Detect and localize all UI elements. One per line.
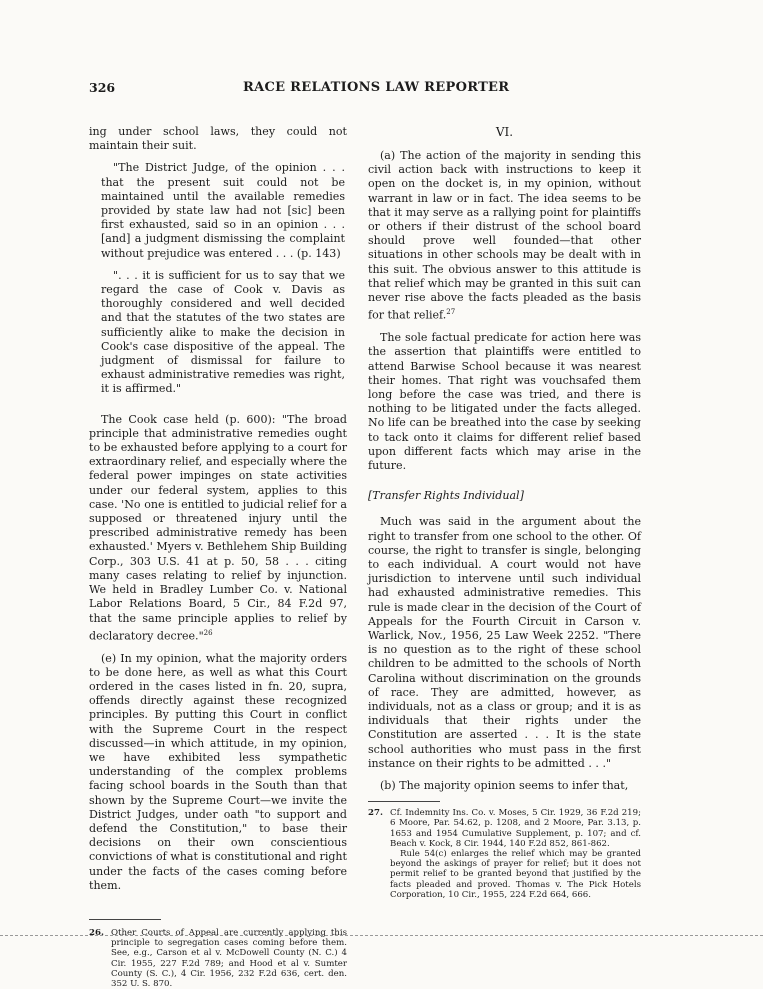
paragraph-e: (e) In my opinion, what the majority orders to be done here, as well as what this Court ordered in the cases listed in fn. 20, supra, offends directly against these recognized principles. By putting this Court in conflict with the Supreme Court in the respect discussed—in which attitude, in my opinion, we have exhibited less sympathetic understanding of the complex problems facing school boards in the South than that shown by the Supreme Court—we invite the District Judges, under oath "to support and defend the Constitution," to base their decisions on their own conscientious convictions of what is constitutional and right under the facts of the cases coming before them. <box>89 651 347 892</box>
page-header <box>0 80 763 100</box>
paragraph-cook-case-text: The Cook case held (p. 600): "The broad principle that administrative remedies ought to be exhausted before applying to a court for extraordinary relief, and especially where the federal power impinges on state activities under our federal system, applies to this case. 'No one is entitled to judicial relief for a supposed or threatened injury until the prescribed administrative remedy has been exhausted.' Myers v. Bethlehem Ship Building Corp., 303 U.S. 41 at p. 50, 58 . . . citing many cases relating to relief by injunction. We held in Bradley Lumber Co. v. National Labor Relations Board, 5 Cir., 84 F.2d 97, that the same principle applies to relief by declaratory decree." <box>89 412 347 643</box>
paragraph-factual-predicate: The sole factual predicate for action here was the assertion that plaintiffs were entitled to attend Barwise School because it was nearest their homes. That right was vouchsafed them long before the case was tried, and there is nothing to be litigated under the facts alleged. No life can be breathed into the case by seeking to tack onto it claims for different relief based upon different facts which may arise in the future. <box>368 331 641 472</box>
footnote-number: 27. <box>368 808 383 819</box>
scan-edge-line <box>0 935 763 936</box>
footnote-ref-27: 27 <box>446 308 456 317</box>
running-title: RACE RELATIONS LAW REPORTER <box>243 80 510 95</box>
paragraph-a-text: (a) The action of the majority in sending this civil action back with instructions to keep it open on the docket is, in my opinion, without warrant in law or in fact. The idea seems to be that it may serve as a rallying point for plaintiffs or others if their distrust of the school board should prove well founded—that other situations in other schools may be dealt with in this suit. The obvious answer to this attitude is that relief which may be granted in this suit can never rise above the facts pleaded as the basis for that relief. <box>368 149 641 322</box>
section-heading: VI. <box>495 125 514 139</box>
paragraph-b: (b) The majority opinion seems to infer that, <box>380 779 629 792</box>
paragraph-a <box>368 149 641 323</box>
footnote-27-continuation: Rule 54(c) enlarges the relief which may be granted beyond the askings of prayer for relief; but it does not permit relief to be granted beyond that justified by the facts pleaded and proved. Thomas v. The Pick Hotels Corporation, 10 Cir., 1955, 224 F.2d 664, 666. <box>390 849 641 900</box>
footnote-ref-26: 26 <box>203 628 213 637</box>
right-column <box>368 125 641 900</box>
block-quote-2: ". . . it is sufficient for us to say that we regard the case of Cook v. Davis as thoroughly considered and well decided and that the statutes of the two states are sufficiently alike to make the decision in Cook's case dispositive of the appeal. The judgment of dismissal for failure to exhaust administrative remedies was right, it is affirmed." <box>101 268 345 396</box>
footnote-number: 26. <box>89 928 104 939</box>
footnote-divider <box>89 919 161 920</box>
paragraph-cook-case <box>89 413 347 644</box>
paragraph-transfer: Much was said in the argument about the right to transfer from one school to the other. Of course, the right to transfer is single, belonging to each individual. A court would not have jurisdiction to intervene until such individual had exhausted administrative remedies. This rule is made clear in the decision of the Court of Appeals for the Fourth Circuit in Carson v. Warlick, Nov., 1956, 25 Law Week 2252. "There is no question as to the right of these school children to be admitted to the schools of North Carolina without discrimination on the grounds of race. They are admitted, however, as individuals, not as a class or group; and it is as individuals that their rights under the Constitution are asserted . . . It is the state school authorities who must pass in the first instance on their rights to be admitted . . ." <box>368 515 641 770</box>
paragraph-continuation: ing under school laws, they could not maintain their suit. <box>89 125 347 153</box>
footnote-27 <box>368 808 641 849</box>
subheading-transfer-rights: [Transfer Rights Individual] <box>368 489 524 503</box>
footnote-text: Other Courts of Appeal are currently applying this principle to segregation cases coming before them. See, e.g., Carson et al v. McDowell County (N. C.) 4 Cir. 1955, 227 F.2d 789; and Hood et al v. Sumter County (S. C.), 4 Cir. 1956, 232 F.2d 636, cert. den. 352 U. S. 870. <box>111 928 347 989</box>
footnote-26 <box>89 928 347 989</box>
footnote-text: Cf. Indemnity Ins. Co. v. Moses, 5 Cir. 1929, 36 F.2d 219; 6 Moore, Par. 54.62, p. 1208, and 2 Moore, Par. 3.13, p. 1653 and 1954 Cumulative Supplement, p. 107; and cf. Beach v. Kock, 8 Cir. 1944, 140 F.2d 852, 861-862. <box>390 808 641 849</box>
left-column <box>89 125 347 989</box>
block-quote-1: "The District Judge, of the opinion . . . that the present suit could not be maintained until the available remedies provided by state law had not [sic] been first exhausted, said so in an opinion . . . [and] a judgment dismissing the complaint without prejudice was entered . . . (p. 143) <box>101 161 345 260</box>
footnote-divider-right <box>368 801 440 802</box>
page-number: 326 <box>89 80 116 95</box>
